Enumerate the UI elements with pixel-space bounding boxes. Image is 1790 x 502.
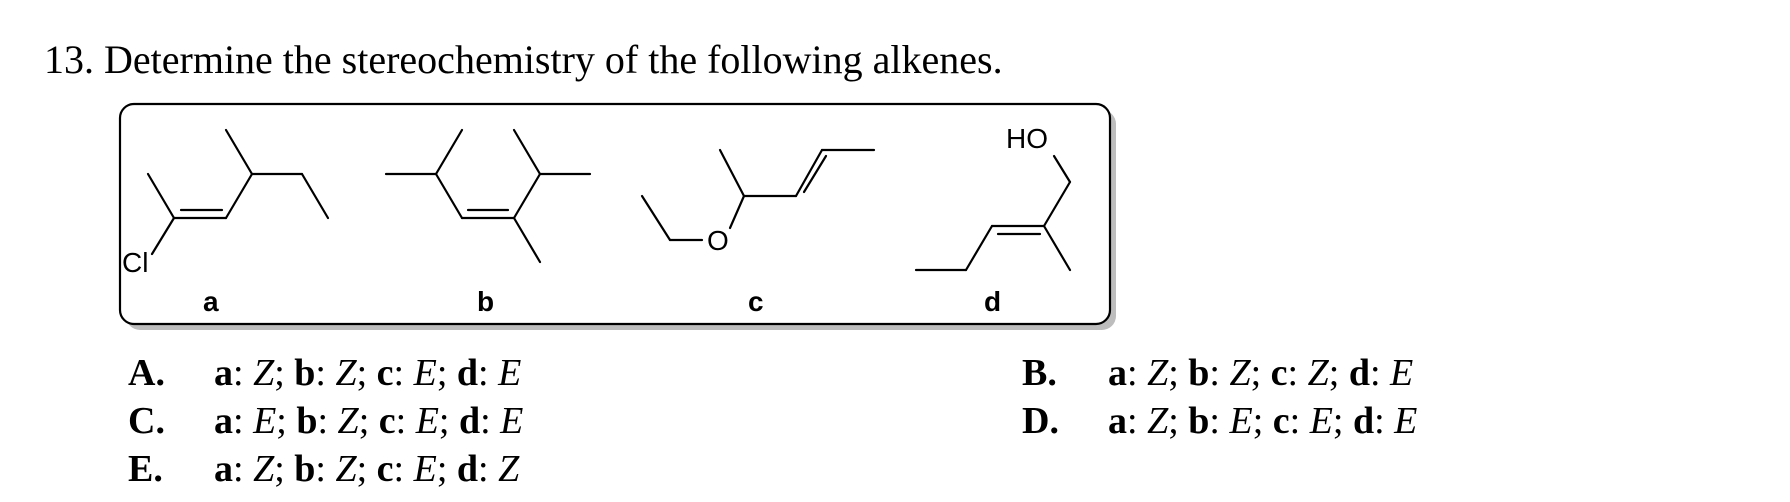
oxygen-atom-label: O bbox=[707, 225, 729, 256]
choice-c[interactable]: C. a: E; b: Z; c: E; d: E bbox=[128, 400, 524, 442]
choice-letter: E. bbox=[128, 448, 163, 490]
choice-letter: B. bbox=[1022, 352, 1057, 394]
choice-e[interactable]: E. a: Z; b: Z; c: E; d: Z bbox=[128, 448, 520, 490]
question-number: 13. bbox=[44, 37, 94, 82]
choice-d[interactable]: D. a: Z; b: E; c: E; d: E bbox=[1022, 400, 1418, 442]
choice-letter: C. bbox=[128, 400, 165, 442]
figure-border bbox=[120, 104, 1110, 324]
molecule-label-b: b bbox=[477, 286, 495, 317]
choice-letter: A. bbox=[128, 352, 165, 394]
chlorine-atom-label: Cl bbox=[122, 247, 149, 278]
question-text: Determine the stereochemistry of the following alkenes. bbox=[104, 37, 1003, 82]
molecule-label-c: c bbox=[748, 286, 764, 317]
molecule-label-d: d bbox=[984, 286, 1002, 317]
molecule-label-a: a bbox=[203, 286, 219, 317]
hydroxyl-label: HO bbox=[1006, 123, 1048, 154]
choice-letter: D. bbox=[1022, 400, 1059, 442]
choice-b[interactable]: B. a: Z; b: Z; c: Z; d: E bbox=[1022, 352, 1414, 394]
choice-a[interactable]: A. a: Z; b: Z; c: E; d: E bbox=[128, 352, 522, 394]
